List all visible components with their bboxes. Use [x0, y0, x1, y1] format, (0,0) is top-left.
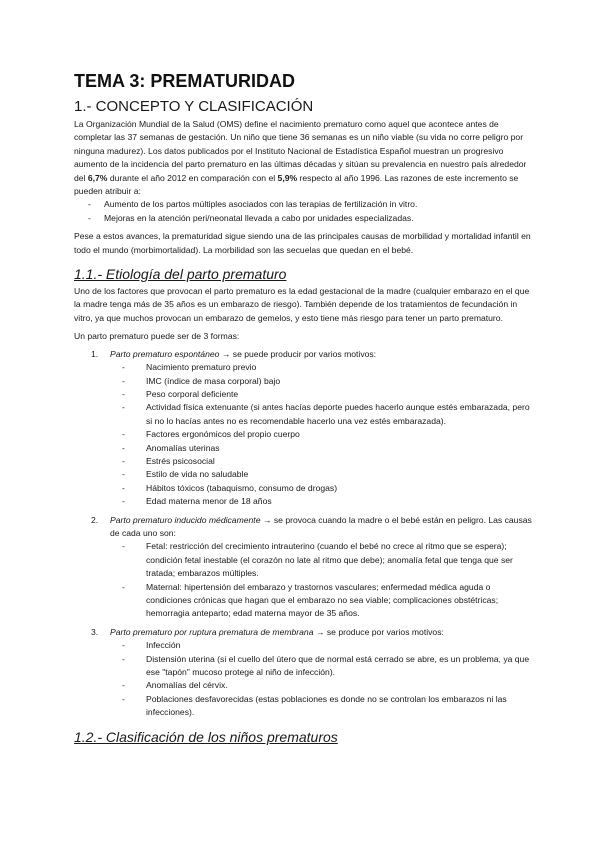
- causes-list: [110, 540, 534, 620]
- causes-list: [110, 639, 534, 719]
- list-item: - Anomalías del cérvix.: [122, 680, 228, 691]
- subsection-heading-etiologia: 1.1.- Etiología del parto prematuro: [74, 266, 287, 283]
- forms-intro: Un parto prematuro puede ser de 3 formas:: [74, 331, 240, 342]
- list-item: - Fetal: restricción del crecimiento intrauterino (cuando el bebé no crece al ritmo que se espera); condición fetal inestable (el corazón no late al ritmo que debe); anomalía fetal que tenga que ser tratada; embarazos múltiples.: [122, 541, 513, 579]
- causes-list: [110, 361, 534, 508]
- intro-paragraph: La Organización Mundial de la Salud (OMS) define el nacimiento prematuro como aquel que acontece antes de completar las 37 semanas de gestación. Un niño que tiene 36 semanas es un niño viable (su vida no corre peligro por ninguna madurez). Los datos publicados por el Instituto Nacional de Estadística Español muestran un progresivo aumento de la incidencia del parto prematuro en las últimas décadas y sitúan su prevalencia en nuestro país alrededor del 6,7% durante el año 2012 en comparación con el 5,9% respecto al año 1996. Las razones de este incremento se pueden atribuir a:: [74, 119, 527, 197]
- list-item: - IMC (índice de masa corporal) bajo: [122, 375, 281, 386]
- list-item: - Hábitos tóxicos (tabaquismo, consumo de drogas): [122, 482, 338, 493]
- list-item: - Anomalías uterinas: [122, 442, 220, 453]
- list-item: - Maternal: hipertensión del embarazo y trastornos vasculares; enfermedad médica aguda o condiciones crónicas que hagan que el embarazo no sea viable; complicaciones obstétricas; hemorragia anteparto; edad materna mayor de 35 años.: [122, 581, 499, 619]
- list-item: - Factores ergonómicos del propio cuerpo: [122, 429, 300, 440]
- list-item: - Aumento de los partos múltiples asociados con las terapias de fertilización in vitro.: [88, 199, 418, 210]
- forms-list: [74, 348, 534, 720]
- list-item: - Estilo de vida no saludable: [122, 469, 249, 480]
- subsection-heading-clasificacion: 1.2.- Clasificación de los niños prematuros: [74, 728, 338, 745]
- etiology-paragraph: Uno de los factores que provocan el parto prematuro es la edad gestacional de la madre (cualquier embarazo en el que la madre tenga más de 35 años es un embarazo de riesgo). También depende de los tratamientos de fecundación in vitro, ya que muchos provocan un embarazo de gemelos, y esto tiene más riesgo para tener un parto prematuro.: [74, 286, 530, 323]
- list-item: - Mejoras en la atención peri/neonatal llevada a cabo por unidades especializadas.: [88, 212, 414, 223]
- form-item: 1. Parto prematuro espontáneo → se puede producir por varios motivos: - Nacimiento prematuro previo - IMC (índice de masa corporal) bajo - Peso corporal deficiente - Actividad física extenuante (si antes hacías deporte puedes hacerlo aunque estés embarazada, pero si no lo hacías antes no es recomendable hacerlo una vez estés embarazada). - Factores ergonómicos del propio cuerpo - Anomalías uterinas - Estrés psicosocial - Estilo de vida no saludable - Hábitos tóxicos (tabaquismo, consumo de drogas) - Edad materna menor de 18 años: [74, 348, 534, 509]
- list-item: - Estrés psicosocial: [122, 455, 215, 466]
- list-item: - Infección: [122, 640, 181, 651]
- list-item: - Edad materna menor de 18 años: [122, 496, 272, 507]
- list-item: - Poblaciones desfavorecidas (estas poblaciones es donde no se controlan los embarazos ni las infecciones).: [122, 693, 507, 718]
- list-item: - Nacimiento prematuro previo: [122, 362, 257, 373]
- form-item: 3. Parto prematuro por ruptura prematura de membrana → se produce por varios motivos: - Infección - Distensión uterina (si el cuello del útero que de normal está cerrado se abre, es un problema, ya que ese "tapón" mucoso protege al niño de infección). - Anomalías del cérvix. - Poblaciones desfavorecidas (estas poblaciones es donde no se controlan los embarazos ni las infecciones).: [74, 626, 534, 720]
- page-title: TEMA 3: PREMATURIDAD: [74, 71, 295, 91]
- list-item: - Actividad física extenuante (si antes hacías deporte puedes hacerlo aunque estés embarazada, pero si no lo hacías antes no es recomendable hacerlo una vez estés embarazada).: [122, 402, 530, 426]
- closing-paragraph: Pese a estos avances, la prematuridad sigue siendo una de las principales causas de morbilidad y mortalidad infantil en todo el mundo (morbimortalidad). La morbilidad son las secuelas que quedan en el bebé.: [74, 231, 531, 255]
- reasons-list: [74, 198, 534, 225]
- list-item: - Peso corporal deficiente: [122, 388, 239, 399]
- list-item: - Distensión uterina (si el cuello del útero que de normal está cerrado se abre, es un problema, ya que ese "tapón" mucoso protege al niño de infección).: [122, 653, 530, 678]
- section-heading-concepto: 1.- CONCEPTO Y CLASIFICACIÓN: [74, 98, 314, 115]
- form-item: 2. Parto prematuro inducido médicamente → se provoca cuando la madre o el bebé están en peligro. Las causas de cada uno son: - Fetal: restricción del crecimiento intrauterino (cuando el bebé no crece al ritmo que se espera); condición fetal inestable (el corazón no late al ritmo que debe); anomalía fetal que tenga que ser tratada; embarazos múltiples. - Maternal: hipertensión del embarazo y trastornos vasculares; enfermedad médica aguda o condiciones crónicas que hagan que el embarazo no sea viable; complicaciones obstétricas; hemorragia anteparto; edad materna mayor de 35 años.: [74, 514, 534, 621]
